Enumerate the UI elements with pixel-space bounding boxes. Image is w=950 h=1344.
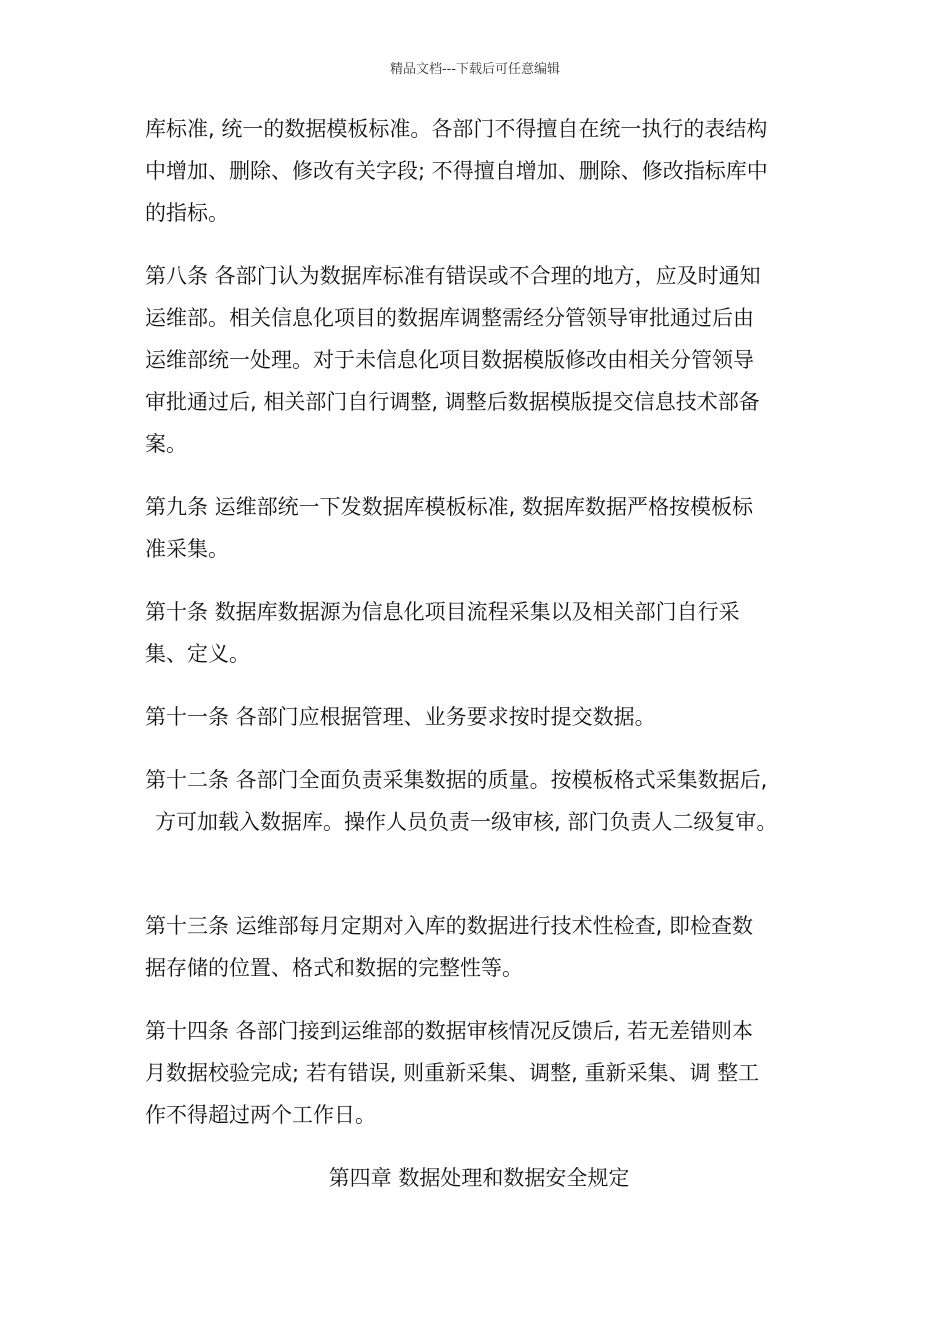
article-9: [145, 486, 813, 570]
text-line: 作不得超过两个工作日。: [145, 1103, 376, 1127]
article-10: [145, 591, 813, 675]
text-line: 第九条 运维部统一下发数据库模板标准, 数据库数据严格按模板标: [145, 495, 754, 519]
text-line: 集、定义。: [145, 642, 250, 666]
article-11: [145, 696, 813, 738]
article-8: [145, 255, 813, 465]
text-line: 准采集。: [145, 537, 229, 561]
text-line: 运维部。相关信息化项目的数据库调整需经分管领导审批通过后由: [145, 306, 754, 330]
text-line: 第十四条 各部门接到运维部的数据审核情况反馈后, 若无差错则本: [145, 1019, 754, 1043]
page-header: 精品文档---下载后可任意编辑: [389, 62, 561, 77]
article-13: [145, 905, 813, 989]
text-line: 的指标。: [145, 201, 229, 225]
text-line: 第十一条 各部门应根据管理、业务要求按时提交数据。: [145, 705, 656, 729]
paragraph-continuation: [145, 108, 813, 234]
text-line: 第十三条 运维部每月定期对入库的数据进行技术性检查, 即检查数: [145, 914, 754, 938]
text-line: 运维部统一处理。对于未信息化项目数据模版修改由相关分管领导: [145, 348, 754, 372]
text-line: 第八条 各部门认为数据库标准有错误或不合理的地方，应及时通知: [145, 264, 761, 288]
text-line: 月数据校验完成; 若有错误, 则重新采集、调整, 重新采集、调 整工: [145, 1061, 760, 1085]
chapter-title: 第四章 数据处理和数据安全规定: [328, 1166, 630, 1190]
article-14: [145, 1010, 813, 1136]
article-12: [145, 759, 813, 843]
text-line: 第十条 数据库数据源为信息化项目流程采集以及相关部门自行采: [145, 600, 740, 624]
text-line: 方可加载入数据库。操作人员负责一级审核, 部门负责人二级复审。: [155, 810, 778, 834]
document-body: [145, 108, 813, 1199]
spacer: [145, 864, 813, 905]
text-line: 审批通过后, 相关部门自行调整, 调整后数据模版提交信息技术部备: [145, 390, 760, 414]
text-line: 库标准, 统一的数据模板标准。各部门不得擅自在统一执行的表结构: [145, 117, 768, 141]
text-line: 第十二条 各部门全面负责采集数据的质量。按模板格式采集数据后,: [145, 768, 768, 792]
text-line: 据存储的位置、格式和数据的完整性等。: [145, 956, 523, 980]
text-line: 案。: [145, 432, 187, 456]
text-line: 中增加、删除、修改有关字段; 不得擅自增加、删除、修改指标库中: [145, 159, 768, 183]
